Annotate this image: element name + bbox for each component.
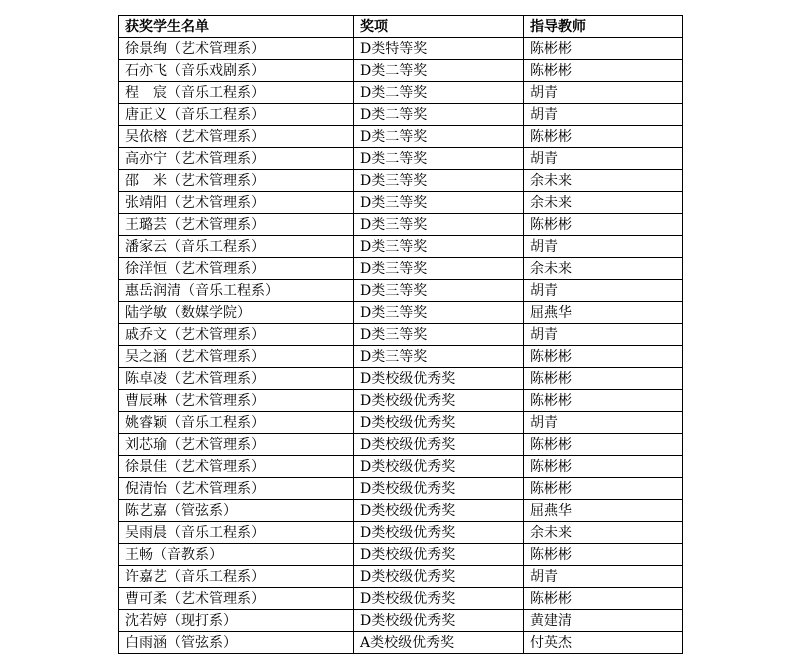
advisor-cell: 胡青 <box>524 412 683 434</box>
student-cell: 张靖阳（艺术管理系） <box>119 192 354 214</box>
advisor-cell: 余未来 <box>524 522 683 544</box>
student-cell: 王璐芸（艺术管理系） <box>119 214 354 236</box>
table-row <box>119 302 683 324</box>
table-row <box>119 214 683 236</box>
table-row <box>119 434 683 456</box>
advisor-cell: 陈彬彬 <box>524 434 683 456</box>
advisor-cell: 陈彬彬 <box>524 544 683 566</box>
student-cell: 沈若婷（现打系） <box>119 610 354 632</box>
table-row <box>119 126 683 148</box>
advisor-cell: 陈彬彬 <box>524 368 683 390</box>
student-cell: 许嘉艺（音乐工程系） <box>119 566 354 588</box>
student-cell: 石亦飞（音乐戏剧系） <box>119 60 354 82</box>
table-row <box>119 82 683 104</box>
advisor-cell: 胡青 <box>524 324 683 346</box>
student-cell: 曹可柔（艺术管理系） <box>119 588 354 610</box>
table-row <box>119 588 683 610</box>
advisor-cell: 付英杰 <box>524 632 683 654</box>
table-row <box>119 104 683 126</box>
table-row <box>119 236 683 258</box>
student-cell: 潘家云（音乐工程系） <box>119 236 354 258</box>
award-cell: D类三等奖 <box>354 302 524 324</box>
student-cell: 徐洋恒（艺术管理系） <box>119 258 354 280</box>
advisor-cell: 陈彬彬 <box>524 390 683 412</box>
table-row <box>119 38 683 60</box>
award-cell: D类校级优秀奖 <box>354 478 524 500</box>
table-row <box>119 632 683 654</box>
award-cell: D类校级优秀奖 <box>354 566 524 588</box>
student-cell: 曹辰琳（艺术管理系） <box>119 390 354 412</box>
table-row <box>119 60 683 82</box>
table-row <box>119 280 683 302</box>
student-cell: 徐景佳（艺术管理系） <box>119 456 354 478</box>
student-cell: 吴雨晨（音乐工程系） <box>119 522 354 544</box>
table-row <box>119 566 683 588</box>
award-cell: D类三等奖 <box>354 192 524 214</box>
advisor-cell: 屈燕华 <box>524 302 683 324</box>
advisor-cell: 余未来 <box>524 170 683 192</box>
table-row <box>119 324 683 346</box>
award-cell: D类三等奖 <box>354 236 524 258</box>
advisor-cell: 陈彬彬 <box>524 38 683 60</box>
advisor-cell: 胡青 <box>524 280 683 302</box>
student-cell: 邵 米（艺术管理系） <box>119 170 354 192</box>
award-cell: D类三等奖 <box>354 258 524 280</box>
award-cell: D类校级优秀奖 <box>354 390 524 412</box>
award-cell: D类校级优秀奖 <box>354 500 524 522</box>
table-row <box>119 346 683 368</box>
award-cell: D类三等奖 <box>354 346 524 368</box>
award-cell: D类二等奖 <box>354 104 524 126</box>
award-cell: D类校级优秀奖 <box>354 588 524 610</box>
advisor-cell: 胡青 <box>524 82 683 104</box>
award-cell: D类校级优秀奖 <box>354 434 524 456</box>
student-cell: 唐正义（音乐工程系） <box>119 104 354 126</box>
table-header-row <box>119 16 683 38</box>
table-row <box>119 544 683 566</box>
table-row <box>119 192 683 214</box>
student-cell: 陈艺嘉（管弦系） <box>119 500 354 522</box>
advisor-cell: 陈彬彬 <box>524 588 683 610</box>
student-cell: 倪清怡（艺术管理系） <box>119 478 354 500</box>
table-body <box>119 38 683 654</box>
student-cell: 高亦宁（艺术管理系） <box>119 148 354 170</box>
student-cell: 惠岳润清（音乐工程系） <box>119 280 354 302</box>
header-student-list: 获奖学生名单 <box>119 16 354 38</box>
advisor-cell: 胡青 <box>524 148 683 170</box>
table-row <box>119 390 683 412</box>
student-cell: 王畅（音教系） <box>119 544 354 566</box>
award-cell: D类二等奖 <box>354 148 524 170</box>
advisor-cell: 屈燕华 <box>524 500 683 522</box>
award-cell: D类校级优秀奖 <box>354 368 524 390</box>
award-cell: D类三等奖 <box>354 280 524 302</box>
advisor-cell: 陈彬彬 <box>524 346 683 368</box>
award-cell: D类三等奖 <box>354 324 524 346</box>
award-cell: D类校级优秀奖 <box>354 544 524 566</box>
student-cell: 程 宸（音乐工程系） <box>119 82 354 104</box>
advisor-cell: 胡青 <box>524 566 683 588</box>
award-cell: D类校级优秀奖 <box>354 522 524 544</box>
student-cell: 刘芯瑜（艺术管理系） <box>119 434 354 456</box>
table-row <box>119 170 683 192</box>
table-row <box>119 610 683 632</box>
advisor-cell: 胡青 <box>524 104 683 126</box>
award-cell: D类校级优秀奖 <box>354 412 524 434</box>
student-cell: 吴依榕（艺术管理系） <box>119 126 354 148</box>
header-award: 奖项 <box>354 16 524 38</box>
advisor-cell: 黄建清 <box>524 610 683 632</box>
advisor-cell: 胡青 <box>524 236 683 258</box>
award-list-document <box>118 15 682 654</box>
student-cell: 戚乔文（艺术管理系） <box>119 324 354 346</box>
table-row <box>119 500 683 522</box>
advisor-cell: 余未来 <box>524 258 683 280</box>
award-cell: D类特等奖 <box>354 38 524 60</box>
table-row <box>119 258 683 280</box>
award-table <box>118 15 683 654</box>
advisor-cell: 陈彬彬 <box>524 456 683 478</box>
table-row <box>119 368 683 390</box>
advisor-cell: 陈彬彬 <box>524 60 683 82</box>
student-cell: 陈卓凌（艺术管理系） <box>119 368 354 390</box>
student-cell: 徐景绚（艺术管理系） <box>119 38 354 60</box>
table-row <box>119 478 683 500</box>
award-cell: D类校级优秀奖 <box>354 456 524 478</box>
advisor-cell: 陈彬彬 <box>524 126 683 148</box>
award-cell: D类二等奖 <box>354 60 524 82</box>
student-cell: 吴之涵（艺术管理系） <box>119 346 354 368</box>
advisor-cell: 陈彬彬 <box>524 478 683 500</box>
table-row <box>119 456 683 478</box>
award-cell: D类三等奖 <box>354 214 524 236</box>
student-cell: 白雨涵（管弦系） <box>119 632 354 654</box>
award-cell: D类校级优秀奖 <box>354 610 524 632</box>
header-advisor: 指导教师 <box>524 16 683 38</box>
award-cell: A类校级优秀奖 <box>354 632 524 654</box>
table-row <box>119 522 683 544</box>
table-row <box>119 148 683 170</box>
student-cell: 姚睿颖（音乐工程系） <box>119 412 354 434</box>
advisor-cell: 余未来 <box>524 192 683 214</box>
table-row <box>119 412 683 434</box>
student-cell: 陆学敏（数媒学院） <box>119 302 354 324</box>
award-cell: D类二等奖 <box>354 126 524 148</box>
award-cell: D类三等奖 <box>354 170 524 192</box>
award-cell: D类二等奖 <box>354 82 524 104</box>
advisor-cell: 陈彬彬 <box>524 214 683 236</box>
